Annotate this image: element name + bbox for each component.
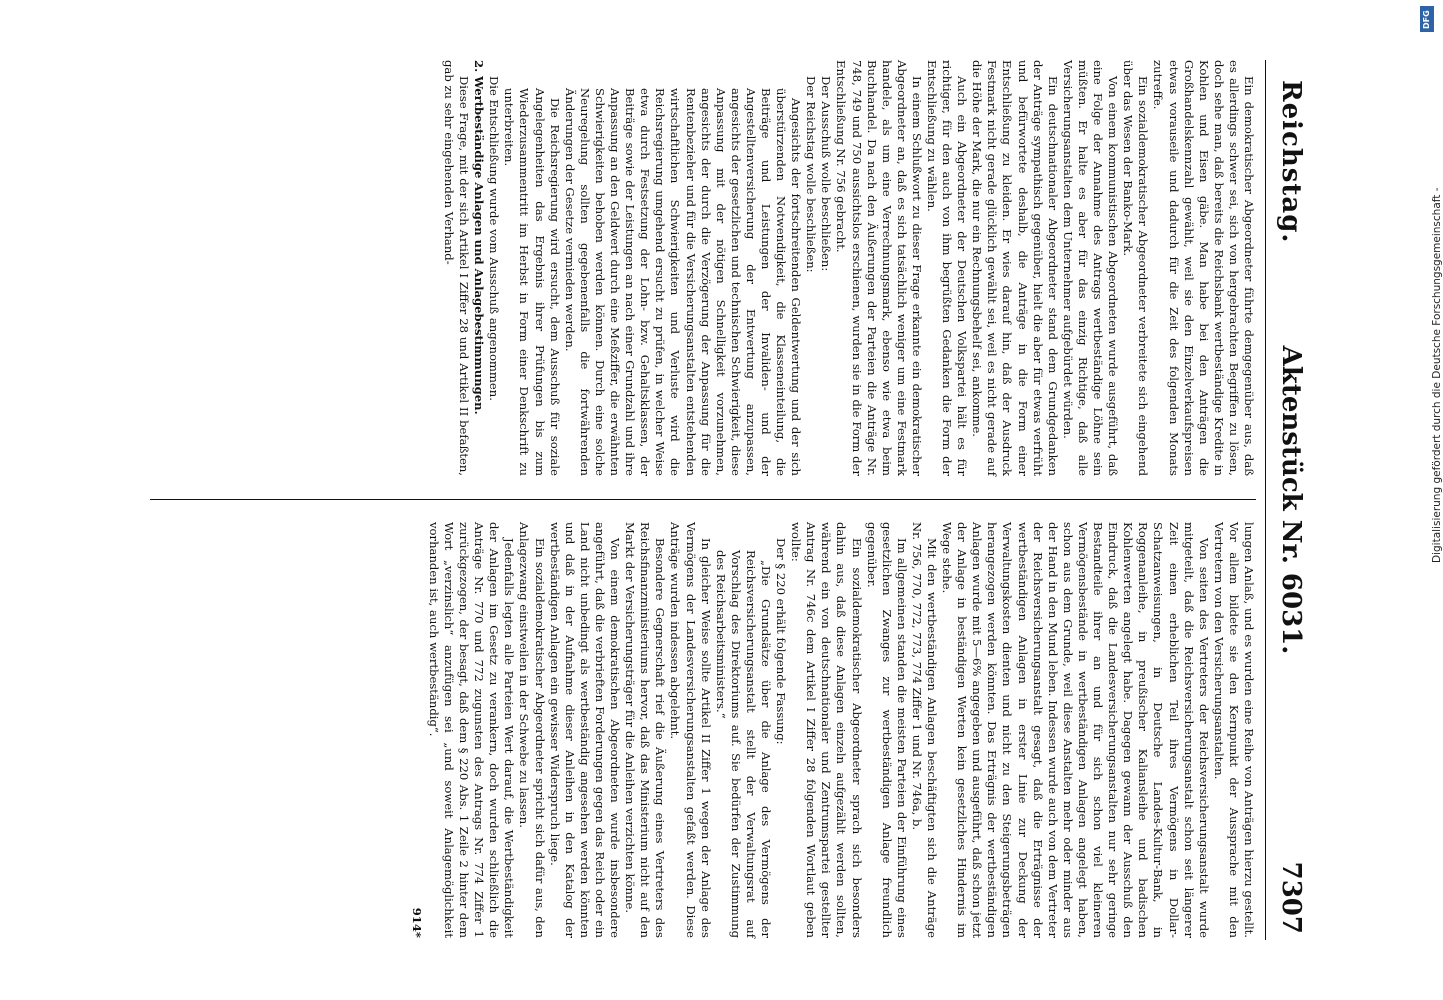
left-column (150, 60, 1256, 476)
document-page (142, 60, 1312, 940)
paragraph: Ein demokratischer Abgeordneter führte demgegenüber aus, daß es allerdings schwer sei, sich von hergebrachten Begriffen zu lösen, doch sehe man, daß bereits die Reichsbank wertbeständige Kredite in Kohlen und Eisen gäbe. Man habe bei den Anträgen die Großhandelskennzahl gewählt, weil sie den Einzelverkaufspreisen etwas vorauseile und dadurch für die Zeit des folgenden Monats zutreffe. (1151, 60, 1256, 476)
section-heading: 2. Wertbeständige Anlagen und Anlagebestimmungen. (472, 60, 487, 415)
header-reichstag: Reichstag. (1276, 80, 1306, 244)
paragraph: Jedenfalls legten alle Parteien Wert darauf, die Wertbeständigkeit der Anlagen im Gesetz zu verankern, doch wurden schließlich die Anträge Nr. 770 und 772 zugunsten des Antrags Nr. 774 Ziffer 1 zurückgezogen, der besagt, daß dem § 220 Abs. 1 Zeile 2 hinter dem Wort „verzinslich“ anzufügen sei „und soweit Anlagemöglichkeit vorhanden ist, auch wertbeständig“. (426, 522, 517, 938)
paragraph: Von seiten des Vertreters der Reichsversicherungsanstalt wurde mitgeteilt, daß die Reichsversicherungsanstalt schon seit längerer Zeit einen erheblichen Teil ihres Vermögens in Dollar-Schatzanweisungen, in Deutsche Landes-Kultur-Bank, in Roggenanleihe, in preußischer Kaliansleihe und badischen Kohlenwerten angelegt habe. Dagegen gewann der Ausschuß den Eindruck, daß die Landesversicherungsanstalten nur sehr geringe Bestandteile ihrer an und für sich schon viel kleineren Vermögensbestände in wertbeständigen Anlagen angelegt haben, schon aus dem Grunde, weil diese Anstalten mehr oder minder aus der Hand in den Mund leben. Indessen wurde auch von dem Vertreter der Reichsversicherungsanstalt gesagt, daß die Erträgnisse der wertbeständigen Anlagen in erster Linie zur Deckung der Verwaltungskosten dienten und nicht zu den Steigerungsbeträgen herangezogen werden könnten. Das Erträgnis der wertbeständigen Anlagen wurde mit 5—6% angegeben und ausgeführt, daß schon jetzt der Anlage in beständigen Werten kein gesetzliches Hindernis im Wege stehe. (940, 522, 1211, 938)
header-rule (1265, 60, 1266, 940)
paragraph: Ein sozialdemokratischer Abgeordneter sprach sich besonders dahin aus, daß diese Anlagen einzeln aufgezählt werden sollten, während ein von deutschnationaler und Zentrumspartei gestellter Antrag Nr. 746c dem Artikel I Ziffer 28 folgenden Wortlaut geben wollte: (789, 522, 864, 938)
paragraph: In gleicher Weise sollte Artikel II Ziffer 1 wegen der Anlage des Vermögens der Landesversicherungsanstalten gefaßt werden. Diese Anträge wurden indessen abgelehnt. (668, 522, 713, 938)
paragraph: lungen Anlaß, und es wurden eine Reihe von Anträgen hierzu gestellt. Vor allem bildete sie den Kernpunkt der Aussprache mit den Vertretern von den Versicherungsanstalten. (1211, 522, 1256, 938)
paragraph: Der § 220 erhält folgende Fassung: (774, 538, 789, 745)
resolution-text: Angesichts der fortschreitenden Geldentwertung und der sich überstürzenden Notwendigkeit, die Klasseneinteilung, die Beiträge und Leistungen der Invaliden- und der Angestelltenversicherung der Entwertung anzupassen, angesichts der gesetzlichen und technischen Schwierigkeit, diese Anpassung mit der nötigen Schnelligkeit vorzunehmen, angesichts der durch die Verzögerung der Anpassung für die Rentenbezieher und für die Versicherungsanstalten entstehenden wirtschaftlichen Schwierigkeiten und Verluste wird die Reichsregierung umgehend ersucht zu prüfen, in welcher Weise etwa durch Festsetzung der Lohn- bzw. Gehaltsklassen, der Beiträge sowie der Leistungen an nach einer Grundzahl und ihre Anpassung an den Geldwert durch eine Meßziffer, die erwähnten Schwierigkeiten behoben werden können. Durch eine solche Neuregelung sollten gegebenenfalls die fortwährenden Änderungen der Gesetze vermieden werden. (562, 88, 804, 476)
dfg-logo-text: DFG (1422, 10, 1431, 29)
paragraph: Diese Frage, mit der sich Artikel I Ziffer 28 und Artikel II befaßten, gab zu sehr eingehenden Verhand- (442, 60, 472, 476)
paragraph: Mit den wertbeständigen Anlagen beschäftigten sich die Anträge Nr. 756, 770, 772, 773, 774 Ziffer 1 und Nr. 746a, b. (909, 522, 940, 938)
digitization-credit (1418, 8, 1443, 568)
paragraph: Von einem kommunistischen Abgeordneten wurde ausgeführt, daß eine Folge der Annahme des Antrags wertbeständige Löhne sein müßten. Er halte es aber für das einzig Richtige, daß alle Versicherungsanstalten dem Unternehmer aufgebürdet würden. (1060, 60, 1121, 476)
paragraph: Ein sozialdemokratischer Abgeordneter verbreitete sich eingehend über das Wesen der Banko-Mark. (1121, 60, 1151, 476)
paragraph: In einem Schlußwort zu dieser Frage erkannte ein demokratischer Abgeordneter an, daß es sich tatsächlich weniger um eine Festmark handele, als um eine Verrechnungsmark, ebenso wie etwa beim Buchhandel. Da nach den Äußerungen der Parteien die Anträge Nr. 748, 749 und 750 aussichtslos erschienen, wurden sie in die Form der Entschließung Nr. 756 gebracht. (834, 60, 924, 476)
right-column (150, 522, 1256, 938)
paragraph: Der Ausschuß wolle beschließen: (819, 76, 834, 272)
running-head (1266, 60, 1306, 940)
digitization-credit-text: Digitalisierung gefördert durch die Deutsche Forschungsgemeinschaft - (1431, 187, 1443, 563)
dfg-logo (1420, 6, 1434, 32)
paragraph: Von einem demokratischen Abgeordneten wurde insbesondere angeführt, daß die verbrieften Forderungen gegen das Reich oder ein Land nicht unbedingt als wertbeständig angesehen werden könnten und daß in der Aufnahme dieser Anleihen in den Katalog der wertbeständigen Anlagen ein gewisser Widerspruch liege. (547, 522, 623, 938)
header-document-number: Aktenstück Nr. 6031. (1276, 345, 1306, 655)
paragraph: Der Reichstag wolle beschließen: (804, 76, 819, 273)
paragraph: Auch ein Abgeordneter der Deutschen Volkspartei hält es für richtiger, für den auch von ihm begrüßten Gedanken die Form der Entschließung zu wählen. (925, 60, 970, 476)
header-page-number: 7307 (1276, 861, 1306, 934)
resolution-text: Die Reichsregierung wird ersucht, dem Ausschuß für soziale Angelegenheiten das Ergebnis ihrer Prüfungen bis zum Wiederzusammentritt im Herbst in Form einer Denkschrift zu unterbreiten. (502, 88, 562, 476)
paragraph: Ein sozialdemokratischer Abgeordneter spricht sich dafür aus, den Anlagezwang einstweilen in der Schwebe zu lassen. (517, 522, 547, 938)
paragraph: Die Entschließung wurde vom Ausschuß angenommen. (487, 76, 502, 401)
paragraph: Ein deutschnationaler Abgeordneter stand dem Grundgedanken der Anträge sympathisch gegenüber, hielt die aber für etwas verfrüht und befürwortete deshalb, die Anträge in die Form einer Entschließung zu kleiden. Er wies darauf hin, daß der Ausdruck Festmark nicht gerade glücklich gewählt sei, weil es nicht gerade auf die Höhe der Mark, die nur ein Rechnungsbehelf sei, ankomme. (970, 60, 1060, 476)
paragraph: Im allgemeinen standen die meisten Parteien der Einführung eines gesetzlichen Zwanges zur wertbeständigen Anlage freundlich gegenüber. (864, 522, 909, 938)
quoted-text: „Die Grundsätze über die Anlage des Vermögens der Reichsversicherungsanstalt stellt der Verwaltungsrat auf Vorschlag des Direktoriums auf. Sie bedürfen der Zustimmung des Reichsarbeitsministers.“ (713, 550, 773, 938)
page-footer-number: 914* (409, 907, 424, 938)
paragraph: Besondere Gegnerschaft rief die Äußerung eines Vertreters des Reichsfinanzministeriums hervor, daß das Ministerium nicht auf den Markt der Versicherungsträger für die Anleihen verzichten könne. (623, 522, 668, 938)
column-divider (150, 499, 1256, 500)
